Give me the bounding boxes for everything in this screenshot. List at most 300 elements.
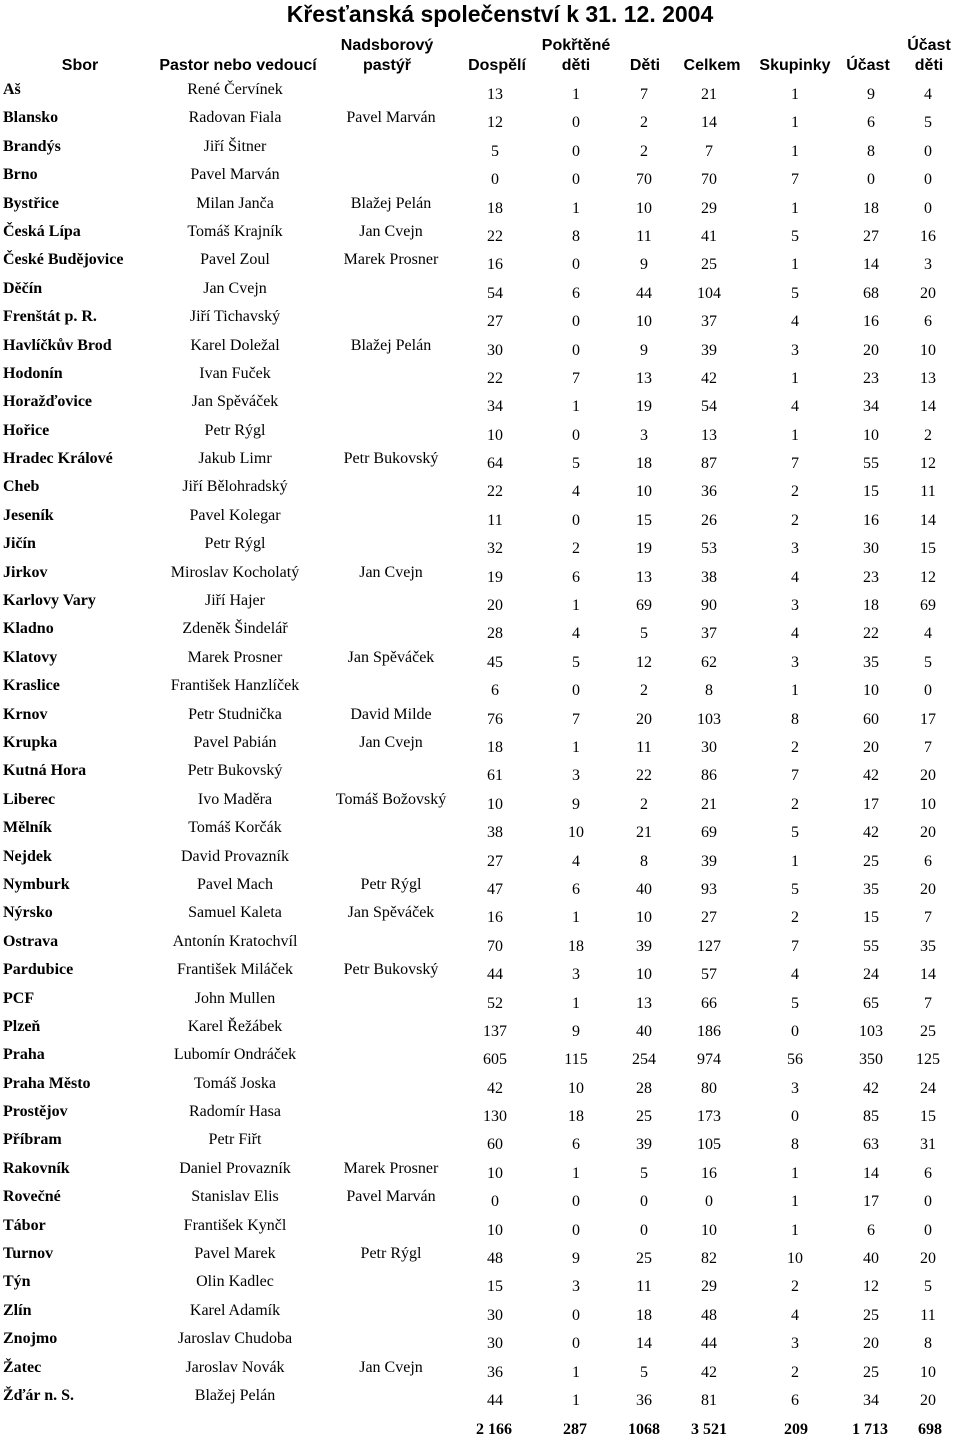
cell-ucast: 20 [863,1335,879,1353]
cell-dospeli: 0 [491,1193,499,1211]
cell-celkem: 103 [697,710,721,728]
cell-dospeli: 32 [487,540,503,558]
cell-sbor: Nejdek [3,847,52,865]
cell-pokrtene: 0 [572,426,580,444]
cell-nadsborovy: Blažej Pelán [350,336,432,354]
cell-pokrtene: 0 [572,1335,580,1353]
cell-sbor: Frenštát p. R. [3,308,97,326]
cell-celkem: 127 [697,937,721,955]
cell-ucast: 10 [863,682,879,700]
cell-dospeli: 18 [487,199,503,217]
cell-celkem: 53 [701,540,717,558]
cell-celkem: 14 [701,114,717,132]
cell-celkem: 57 [701,966,717,984]
cell-ucast: 20 [863,341,879,359]
cell-celkem: 16 [701,1164,717,1182]
cell-ucast-deti: 4 [924,625,932,643]
cell-nadsborovy: Jan Spěváček [347,904,435,922]
cell-dospeli: 15 [487,1278,503,1296]
cell-ucast: 25 [863,1363,879,1381]
cell-sbor: Cheb [3,478,40,496]
cell-ucast-deti: 6 [924,1164,932,1182]
cell-dospeli: 60 [487,1136,503,1154]
cell-sbor: Bystřice [3,194,59,212]
cell-ucast: 103 [859,1022,883,1040]
cell-deti: 22 [636,767,652,785]
cell-celkem: 21 [701,795,717,813]
cell-skupinky: 56 [787,1051,803,1069]
table-row [0,1325,960,1353]
table-row [0,1268,960,1296]
cell-pastor: Karel Řežábek [187,1017,283,1035]
cell-dospeli: 13 [487,86,503,103]
cell-ucast: 22 [863,625,879,643]
cell-pokrtene: 1 [572,994,580,1012]
table-row [0,218,960,246]
cell-deti: 2 [640,114,648,132]
cell-ucast-deti: 5 [924,653,932,671]
cell-skupinky: 1 [791,369,799,387]
cell-celkem: 41 [701,227,717,245]
cell-sbor: Příbram [3,1131,62,1149]
cell-sbor: Žďár n. S. [3,1386,75,1404]
cell-dospeli: 27 [487,313,503,331]
cell-pastor: John Mullen [194,989,276,1007]
header-ucast-deti-line1: Účast [907,37,951,54]
cell-pastor: František Miláček [177,961,293,979]
cell-deti: 13 [636,994,652,1012]
cell-pastor: Samuel Kaleta [188,904,282,922]
header-pokrtene-line2: děti [561,57,591,74]
cell-celkem: 90 [701,597,717,615]
cell-pastor: Jiří Šitner [203,137,267,155]
cell-sbor: Klatovy [3,648,58,666]
cell-sbor: Žatec [3,1358,42,1376]
cell-skupinky: 1 [791,114,799,132]
cell-skupinky: 2 [791,738,799,756]
page-title: Křesťanská společenství k 31. 12. 2004 [286,1,714,27]
cell-ucast: 63 [863,1136,879,1154]
cell-celkem: 42 [701,1363,717,1381]
cell-ucast: 35 [863,880,879,898]
cell-dospeli: 605 [483,1051,507,1069]
cell-skupinky: 3 [791,1335,799,1353]
cell-dospeli: 30 [487,1335,503,1353]
table-row [0,104,960,132]
cell-deti: 28 [636,1079,652,1097]
cell-ucast-deti: 5 [924,114,932,132]
cell-sbor: Praha [3,1046,45,1064]
cell-pokrtene: 1 [572,1391,580,1409]
cell-sbor: Ostrava [3,932,59,950]
cell-pokrtene: 5 [572,653,580,671]
cell-dospeli: 22 [487,369,503,387]
cell-nadsborovy: Pavel Marván [346,1188,436,1206]
cell-celkem: 62 [701,653,717,671]
cell-ucast: 34 [863,1391,879,1409]
cell-deti: 9 [640,341,648,359]
cell-pastor: František Hanzlíček [170,677,300,695]
cell-pastor: Antonín Kratochvíl [172,932,298,950]
cell-celkem: 82 [701,1250,717,1268]
cell-ucast-deti: 6 [924,313,932,331]
total-pokrtene: 287 [563,1421,587,1438]
cell-sbor: Jirkov [3,563,48,581]
cell-skupinky: 5 [791,880,799,898]
cell-pastor: Jan Cvejn [203,279,267,297]
cell-pastor: Olin Kadlec [196,1273,274,1291]
table-row [0,246,960,274]
cell-nadsborovy: Jan Cvejn [359,1358,423,1376]
cell-pokrtene: 5 [572,455,580,473]
cell-ucast-deti: 14 [920,398,936,416]
cell-deti: 11 [636,738,652,756]
cell-deti: 2 [640,142,648,160]
cell-pastor: Jiří Hajer [205,592,265,610]
cell-pastor: Karel Doležal [190,336,280,354]
cell-pokrtene: 18 [568,937,584,955]
cell-skupinky: 7 [791,767,799,785]
cell-dospeli: 30 [487,341,503,359]
cell-ucast-deti: 10 [920,1363,936,1381]
cell-ucast: 42 [863,767,879,785]
cell-celkem: 10 [701,1221,717,1239]
cell-dospeli: 42 [487,1079,503,1097]
cell-skupinky: 1 [791,1221,799,1239]
cell-dospeli: 22 [487,227,503,245]
cell-deti: 7 [640,86,648,103]
cell-pokrtene: 1 [572,597,580,615]
table-row [0,133,960,161]
cell-ucast: 15 [863,483,879,501]
cell-celkem: 974 [697,1051,721,1069]
cell-celkem: 70 [701,171,717,189]
cell-sbor: Tábor [3,1216,46,1234]
cell-sbor: Kladno [3,620,54,638]
cell-sbor: Horažďovice [3,393,93,411]
cell-pokrtene: 7 [572,710,580,728]
cell-pastor: Tomáš Korčák [188,819,282,837]
cell-ucast: 55 [863,937,879,955]
table-row [0,1126,960,1154]
cell-skupinky: 5 [791,994,799,1012]
total-ucast: 1 713 [852,1421,888,1438]
table-row [0,786,960,814]
cell-dospeli: 30 [487,1306,503,1324]
cell-nadsborovy: Marek Prosner [343,251,439,269]
cell-pastor: Jaroslav Novák [185,1358,285,1376]
cell-ucast: 9 [867,86,875,103]
cell-pastor: Petr Studnička [188,705,282,723]
cell-deti: 39 [636,937,652,955]
cell-deti: 15 [636,511,652,529]
cell-skupinky: 1 [791,86,799,103]
cell-ucast: 16 [863,313,879,331]
cell-pokrtene: 115 [564,1051,588,1069]
cell-ucast: 17 [863,795,879,813]
table-row [0,161,960,189]
table-row [0,956,960,984]
cell-deti: 10 [636,966,652,984]
cell-dospeli: 10 [487,1164,503,1182]
cell-pokrtene: 4 [572,483,580,501]
cell-ucast-deti: 20 [920,1250,936,1268]
header-ucast-deti [898,36,960,76]
cell-pokrtene: 9 [572,795,580,813]
table-row [0,814,960,842]
cell-celkem: 37 [701,313,717,331]
table-row [0,275,960,303]
cell-pastor: Pavel Mach [197,875,273,893]
cell-skupinky: 4 [791,966,799,984]
cell-ucast: 85 [863,1108,879,1126]
table-row [0,1183,960,1211]
cell-celkem: 186 [697,1022,721,1040]
cell-ucast: 34 [863,398,879,416]
cell-celkem: 66 [701,994,717,1012]
table-row [0,473,960,501]
cell-ucast: 42 [863,824,879,842]
cell-skupinky: 4 [791,568,799,586]
cell-ucast: 23 [863,369,879,387]
table-row [0,502,960,530]
cell-sbor: Jeseník [3,506,54,524]
cell-skupinky: 7 [791,171,799,189]
cell-ucast: 42 [863,1079,879,1097]
cell-celkem: 38 [701,568,717,586]
cell-pastor: Daniel Provazník [179,1159,291,1177]
cell-ucast-deti: 20 [920,284,936,302]
cell-pokrtene: 0 [572,142,580,160]
cell-pastor: Miroslav Kocholatý [170,563,300,581]
cell-sbor: Hořice [3,421,50,439]
cell-pokrtene: 0 [572,114,580,132]
cell-pastor: Pavel Marek [194,1245,276,1263]
cell-celkem: 54 [701,398,717,416]
cell-ucast-deti: 0 [924,1193,932,1211]
cell-deti: 254 [632,1051,656,1069]
cell-celkem: 81 [701,1391,717,1409]
cell-ucast: 25 [863,1306,879,1324]
cell-nadsborovy: Petr Bukovský [343,961,439,979]
cell-pastor: Jan Spěváček [191,393,279,411]
cell-nadsborovy: Petr Bukovský [343,450,439,468]
cell-ucast-deti: 12 [920,455,936,473]
cell-dospeli: 10 [487,426,503,444]
cell-sbor: Pardubice [3,961,74,979]
cell-sbor: Praha Město [3,1074,91,1092]
cell-pastor: Marek Prosner [187,648,283,666]
cell-ucast-deti: 12 [920,568,936,586]
cell-celkem: 42 [701,369,717,387]
cell-ucast-deti: 6 [924,852,932,870]
cell-deti: 40 [636,880,652,898]
table-row [0,871,960,899]
cell-pokrtene: 9 [572,1022,580,1040]
cell-sbor: Liberec [3,790,56,808]
cell-nadsborovy: Jan Spěváček [347,648,435,666]
cell-pastor: Stanislav Elis [191,1188,279,1206]
cell-dospeli: 48 [487,1250,503,1268]
cell-celkem: 26 [701,511,717,529]
cell-pokrtene: 0 [572,511,580,529]
cell-ucast: 55 [863,455,879,473]
cell-ucast-deti: 125 [916,1051,940,1069]
cell-celkem: 27 [701,909,717,927]
cell-pokrtene: 1 [572,199,580,217]
cell-pastor: Ivo Maděra [197,790,273,808]
cell-pastor: František Kynčl [183,1216,287,1234]
table-row [0,1155,960,1183]
table-row [0,1041,960,1069]
cell-celkem: 173 [697,1108,721,1126]
cell-sbor: Turnov [3,1245,54,1263]
table-row [0,190,960,218]
cell-pokrtene: 4 [572,852,580,870]
table-row [0,757,960,785]
cell-ucast-deti: 7 [924,994,932,1012]
cell-ucast: 24 [863,966,879,984]
cell-celkem: 87 [701,455,717,473]
cell-ucast-deti: 2 [924,426,932,444]
cell-pokrtene: 6 [572,568,580,586]
table-row [0,899,960,927]
cell-deti: 18 [636,1306,652,1324]
cell-sbor: Brandýs [3,137,61,155]
header-nadsborovy [322,36,452,76]
table-row [0,615,960,643]
table-row [0,445,960,473]
cell-ucast: 25 [863,852,879,870]
cell-ucast: 17 [863,1193,879,1211]
cell-skupinky: 1 [791,426,799,444]
cell-skupinky: 4 [791,398,799,416]
cell-ucast-deti: 7 [924,909,932,927]
header-deti: Děti [629,57,661,74]
cell-ucast: 40 [863,1250,879,1268]
cell-deti: 13 [636,568,652,586]
cell-deti: 10 [636,909,652,927]
cell-pokrtene: 1 [572,1363,580,1381]
cell-pastor: Radovan Fiala [188,109,282,127]
header-ucast: Účast [846,57,890,74]
cell-pokrtene: 2 [572,540,580,558]
cell-ucast: 6 [867,114,875,132]
cell-ucast-deti: 11 [920,483,936,501]
cell-pastor: Tomáš Joska [194,1074,276,1092]
cell-ucast-deti: 0 [924,171,932,189]
cell-celkem: 29 [701,199,717,217]
cell-ucast-deti: 15 [920,540,936,558]
cell-pastor: Pavel Zoul [200,251,270,269]
cell-celkem: 37 [701,625,717,643]
cell-dospeli: 12 [487,114,503,132]
table-row [0,587,960,615]
cell-dospeli: 76 [487,710,503,728]
cell-pokrtene: 3 [572,1278,580,1296]
cell-deti: 69 [636,597,652,615]
total-ucast-deti: 698 [918,1421,942,1438]
cell-pastor: Jakub Limr [198,450,272,468]
cell-sbor: Plzeň [3,1017,41,1035]
header-pokrtene [536,36,616,76]
cell-ucast-deti: 0 [924,1221,932,1239]
cell-pokrtene: 0 [572,682,580,700]
cell-dospeli: 47 [487,880,503,898]
cell-ucast: 350 [859,1051,883,1069]
header-pastor: Pastor nebo vedoucí [159,57,317,74]
header-nadsborovy-line1: Nadsborový [340,37,434,54]
cell-celkem: 39 [701,341,717,359]
cell-ucast-deti: 13 [920,369,936,387]
cell-ucast-deti: 20 [920,880,936,898]
table-row [0,1382,960,1410]
table-row [0,1354,960,1382]
cell-ucast-deti: 14 [920,966,936,984]
cell-skupinky: 2 [791,483,799,501]
cell-dospeli: 70 [487,937,503,955]
cell-sbor: Hradec Králové [3,450,113,468]
cell-celkem: 36 [701,483,717,501]
cell-sbor: Zlín [3,1301,32,1319]
table-row [0,1297,960,1325]
cell-deti: 0 [640,1193,648,1211]
cell-deti: 21 [636,824,652,842]
cell-deti: 70 [636,171,652,189]
cell-deti: 44 [636,284,652,302]
cell-celkem: 30 [701,738,717,756]
cell-pokrtene: 1 [572,909,580,927]
cell-deti: 11 [636,227,652,245]
cell-sbor: Děčín [3,279,43,297]
header-skupinky: Skupinky [759,57,831,74]
cell-nadsborovy: Jan Cvejn [359,733,423,751]
table-row [0,985,960,1013]
cell-ucast: 18 [863,597,879,615]
cell-deti: 10 [636,199,652,217]
cell-deti: 20 [636,710,652,728]
cell-sbor: Aš [3,81,21,98]
cell-skupinky: 3 [791,341,799,359]
cell-skupinky: 1 [791,1193,799,1211]
cell-ucast: 14 [863,1164,879,1182]
cell-pokrtene: 6 [572,1136,580,1154]
cell-nadsborovy: Marek Prosner [343,1159,439,1177]
cell-ucast: 6 [867,1221,875,1239]
cell-pokrtene: 18 [568,1108,584,1126]
cell-dospeli: 10 [487,795,503,813]
cell-pastor: Karel Adamík [189,1301,281,1319]
cell-skupinky: 2 [791,1278,799,1296]
cell-ucast-deti: 20 [920,767,936,785]
cell-ucast-deti: 69 [920,597,936,615]
cell-dospeli: 16 [487,256,503,274]
cell-dospeli: 61 [487,767,503,785]
cell-dospeli: 22 [487,483,503,501]
cell-sbor: PCF [3,989,35,1007]
cell-celkem: 0 [705,1193,713,1211]
cell-dospeli: 44 [487,1391,503,1409]
cell-ucast-deti: 10 [920,341,936,359]
cell-pastor: Zdeněk Šindelář [182,620,288,638]
table-row [0,76,960,104]
cell-celkem: 104 [697,284,721,302]
cell-deti: 18 [636,455,652,473]
cell-sbor: Brno [3,166,38,184]
cell-deti: 2 [640,795,648,813]
cell-sbor: Kutná Hora [3,762,87,780]
cell-deti: 0 [640,1221,648,1239]
